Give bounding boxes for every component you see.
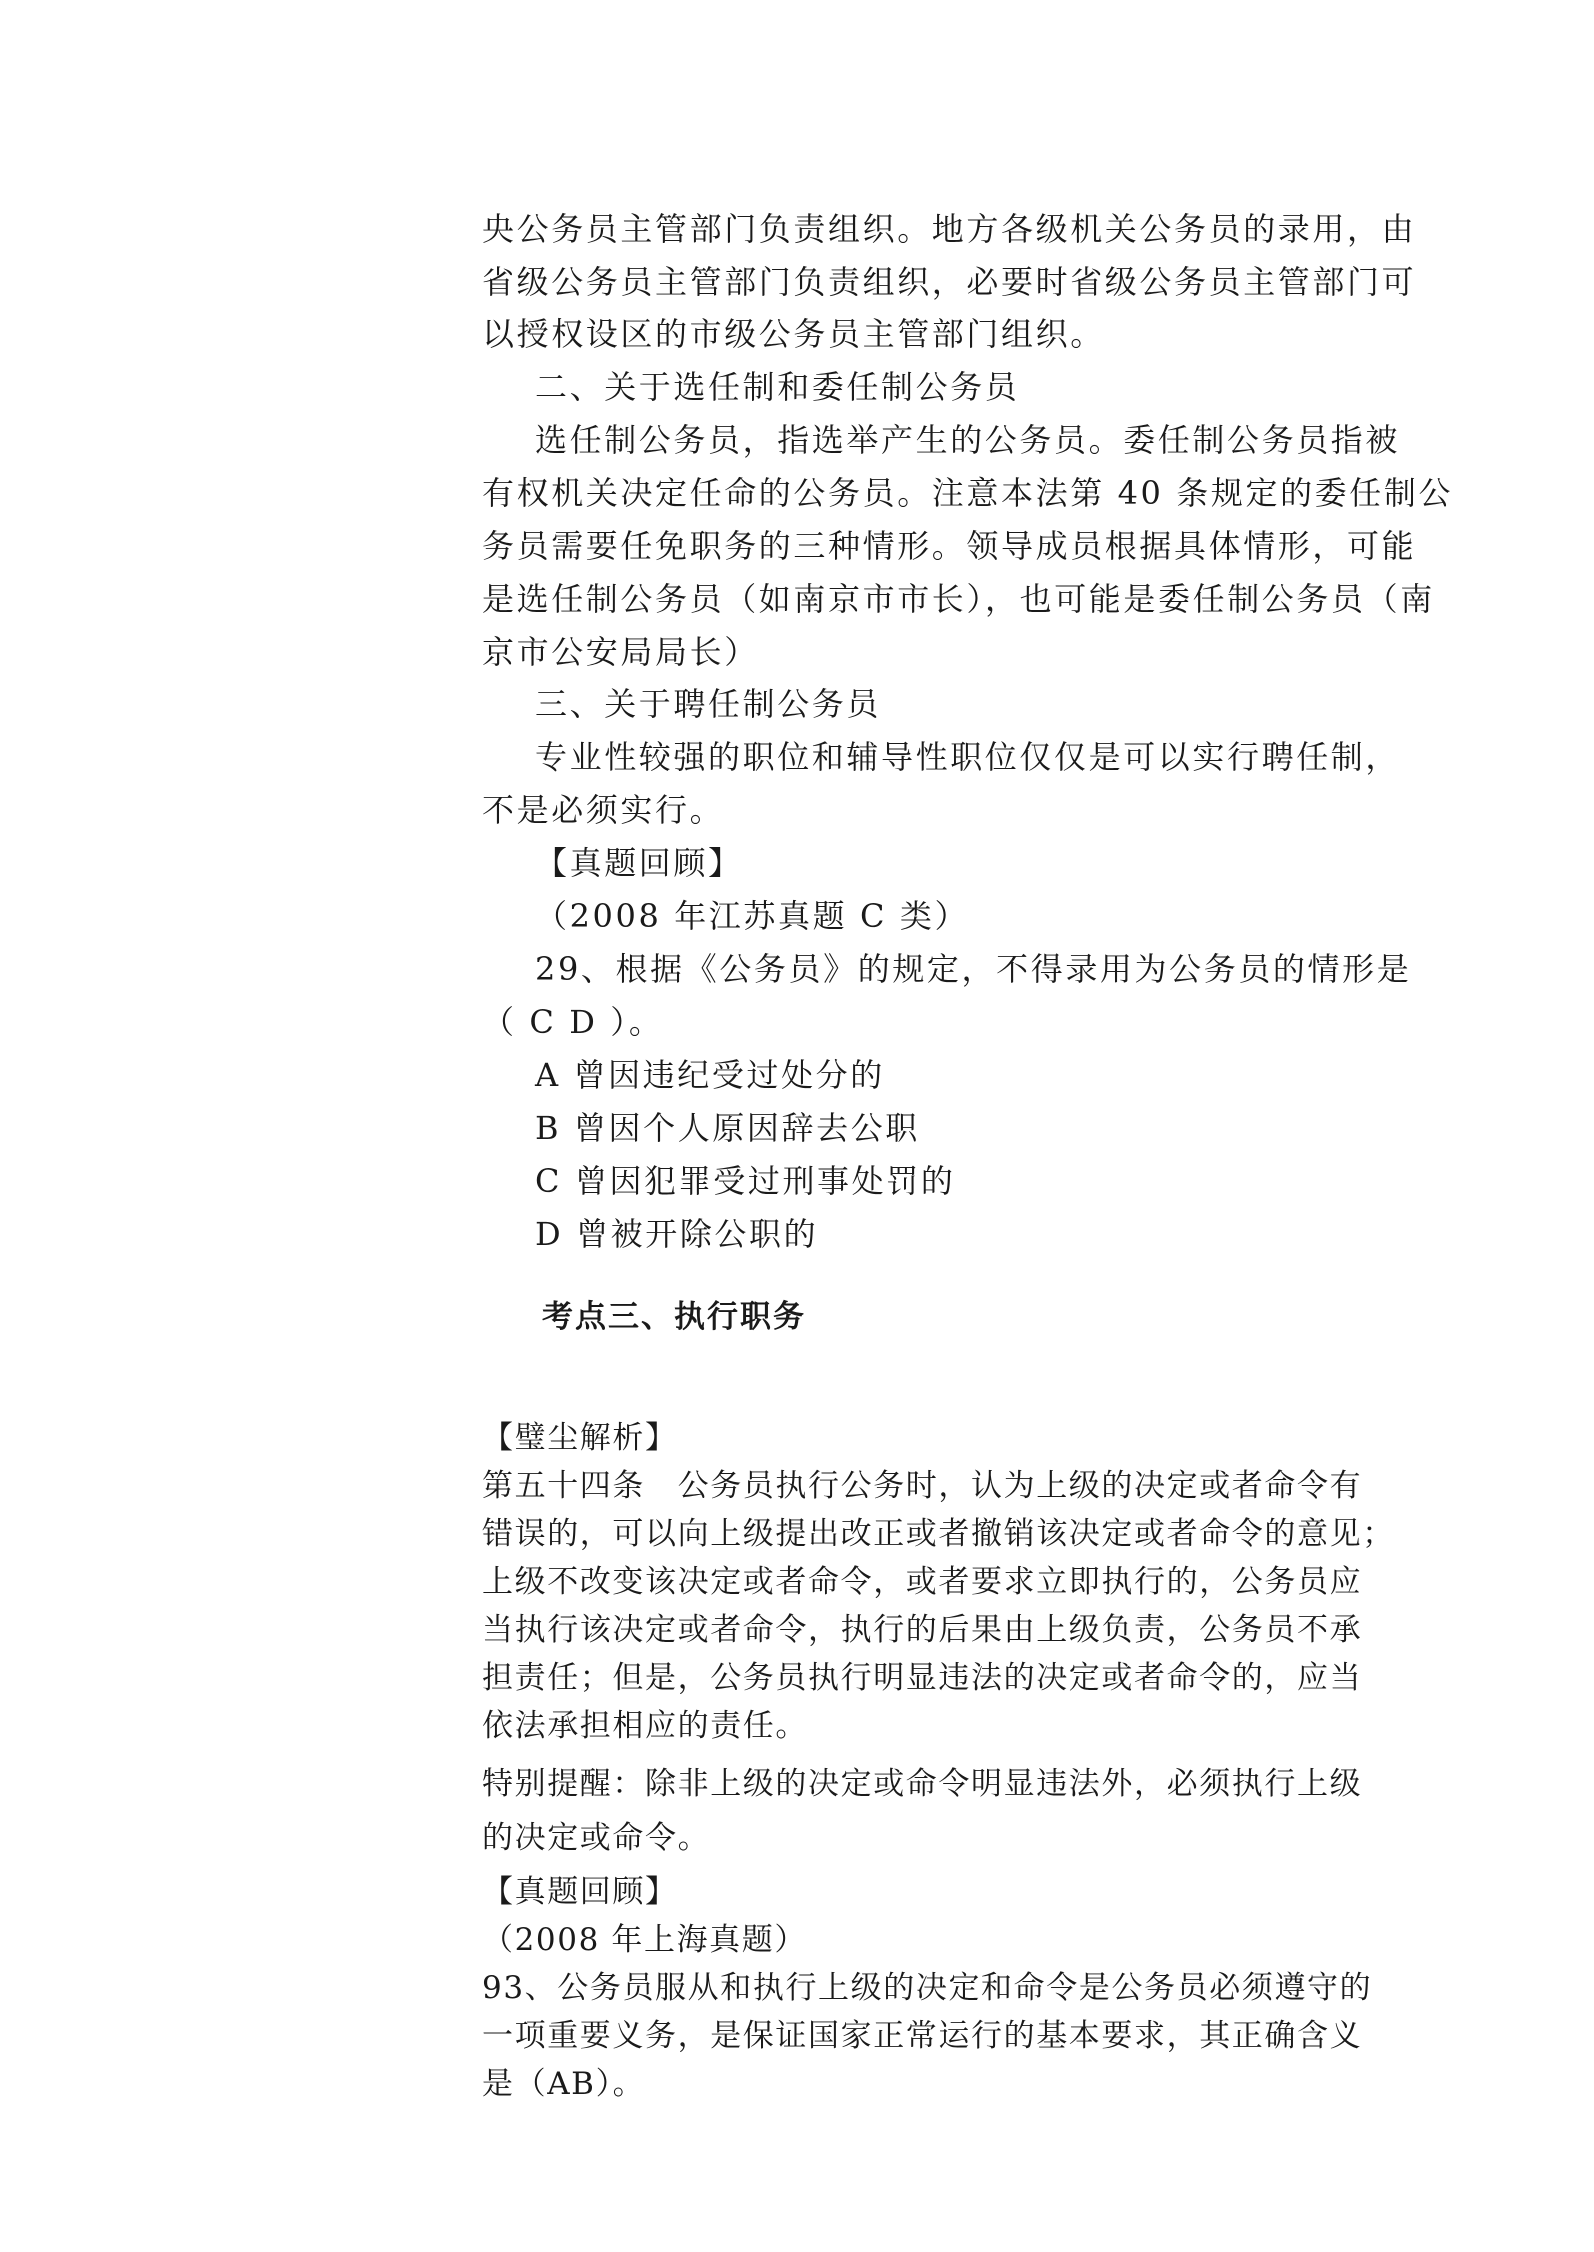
paragraph-line: 省级公务员主管部门负责组织，必要时省级公务员主管部门可 xyxy=(482,263,1417,301)
reminder-line: 特别提醒：除非上级的决定或命令明显违法外，必须执行上级 xyxy=(482,1766,1363,1802)
paragraph-line: 是选任制公务员（如南京市市长），也可能是委任制公务员（南 xyxy=(482,580,1435,618)
article-line: 第五十四条 公务员执行公务时，认为上级的决定或者命令有 xyxy=(482,1468,1363,1504)
question-text: 29、根据《公务员》的规定，不得录用为公务员的情形是 xyxy=(535,950,1412,988)
exam-source: （2008 年上海真题） xyxy=(482,1922,807,1958)
option-d: D 曾被开除公职的 xyxy=(535,1215,819,1253)
paragraph-line: 央公务员主管部门负责组织。地方各级机关公务员的录用，由 xyxy=(482,210,1417,248)
article-line: 当执行该决定或者命令，执行的后果由上级负责，公务员不承 xyxy=(482,1612,1363,1648)
paragraph-line: 有权机关决定任命的公务员。注意本法第 40 条规定的委任制公 xyxy=(482,474,1454,512)
section-heading: 考点三、执行职务 xyxy=(542,1299,806,1335)
reminder-line: 的决定或命令。 xyxy=(482,1820,711,1856)
question-answer: 是（AB）。 xyxy=(482,2066,646,2102)
article-line: 上级不改变该决定或者命令，或者要求立即执行的，公务员应 xyxy=(482,1564,1363,1600)
subheading-contract-system: 三、关于聘任制公务员 xyxy=(535,685,882,723)
option-a: A 曾因违纪受过处分的 xyxy=(535,1056,885,1094)
paragraph-line: 京市公安局局长） xyxy=(482,633,759,671)
question-answer: （ C D ）。 xyxy=(482,1003,664,1041)
option-b: B 曾因个人原因辞去公职 xyxy=(535,1109,920,1147)
review-label: 【真题回顾】 xyxy=(482,1874,678,1910)
review-label: 【真题回顾】 xyxy=(535,844,743,882)
article-line: 担责任；但是，公务员执行明显违法的决定或者命令的，应当 xyxy=(482,1660,1363,1696)
article-line: 错误的，可以向上级提出改正或者撤销该决定或者命令的意见； xyxy=(482,1516,1395,1552)
option-c: C 曾因犯罪受过刑事处罚的 xyxy=(535,1162,956,1200)
paragraph-line: 务员需要任免职务的三种情形。领导成员根据具体情形，可能 xyxy=(482,527,1417,565)
exam-source: （2008 年江苏真题 C 类） xyxy=(535,897,970,935)
question-line: 一项重要义务，是保证国家正常运行的基本要求，其正确含义 xyxy=(482,2018,1363,2054)
question-line: 93、公务员服从和执行上级的决定和命令是公务员必须遵守的 xyxy=(482,1970,1373,2006)
article-line: 依法承担相应的责任。 xyxy=(482,1708,808,1744)
paragraph-line: 以授权设区的市级公务员主管部门组织。 xyxy=(482,315,1105,353)
paragraph-line: 不是必须实行。 xyxy=(482,791,725,829)
subheading-appointment-types: 二、关于选任制和委任制公务员 xyxy=(535,368,1020,406)
analysis-label: 【璧尘解析】 xyxy=(482,1420,678,1456)
paragraph-line: 选任制公务员，指选举产生的公务员。委任制公务员指被 xyxy=(535,421,1401,459)
paragraph-line: 专业性较强的职位和辅导性职位仅仅是可以实行聘任制， xyxy=(535,738,1401,776)
